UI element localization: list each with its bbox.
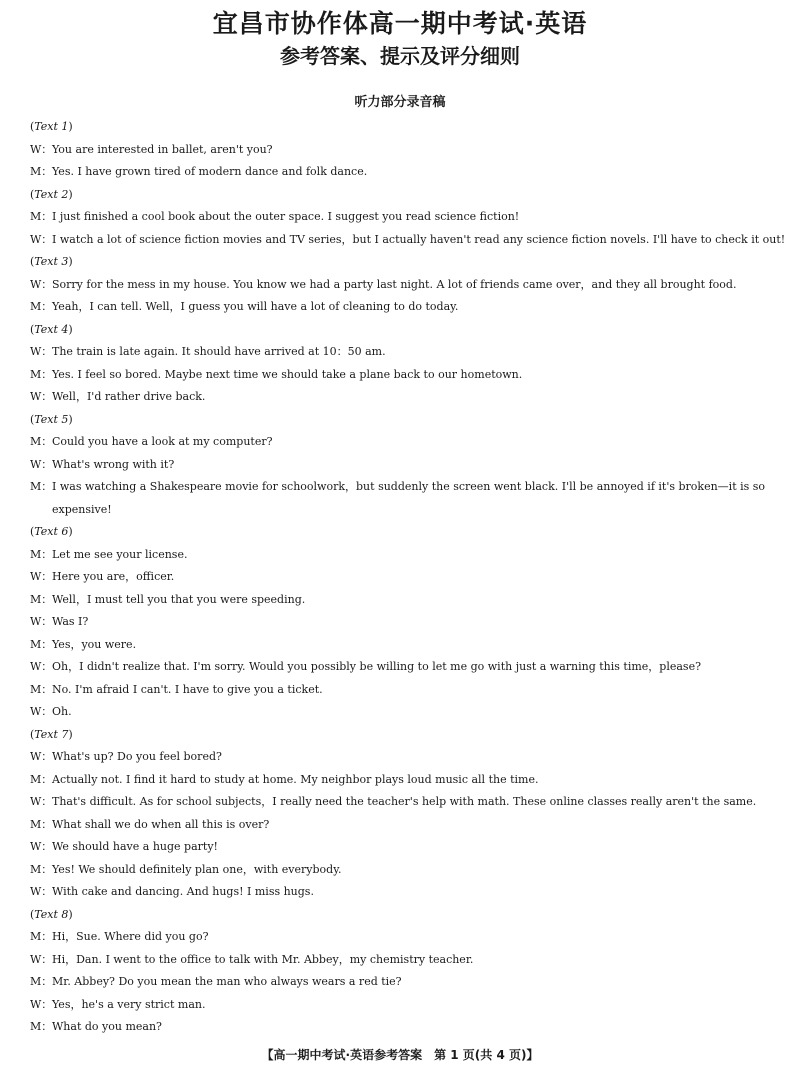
page-footer: 【高一期中考试·英语参考答案 第 1 页(共 4 页)】	[261, 1048, 539, 1062]
section-title: 听力部分录音稿	[354, 95, 446, 110]
speaker: M：	[30, 435, 53, 448]
utterance: Oh，I didn't realize that. I'm sorry. Would you possibly be willing to let me go with just a warning this time，please?	[52, 660, 701, 673]
speaker: W：	[30, 885, 53, 898]
dialog-line	[30, 341, 778, 364]
utterance: No. I'm afraid I can't. I have to give you a ticket.	[52, 682, 323, 696]
utterance: Well，I must tell you that you were speeding.	[52, 592, 306, 606]
text-label: (Text 1)	[30, 120, 73, 133]
speaker: M：	[30, 367, 53, 381]
dialog-line	[30, 701, 778, 724]
utterance: The train is late again. It should have arrived at 10：50 am.	[52, 345, 386, 358]
utterance: Here you are，officer.	[52, 570, 175, 583]
utterance: Yes. I feel so bored. Maybe next time we should take a plane back to our hometown.	[52, 367, 523, 381]
dialog-line	[30, 656, 778, 679]
text-label: (Text 2)	[30, 187, 73, 201]
dialog-line	[30, 589, 778, 612]
speaker: W：	[30, 952, 53, 966]
speaker: W：	[30, 840, 53, 853]
utterance: What's wrong with it?	[52, 457, 175, 471]
text-label-name: Text 8	[34, 907, 69, 921]
utterance: You are interested in ballet, aren't you?	[52, 142, 273, 156]
text-label: (Text 8)	[30, 907, 73, 921]
utterance: What shall we do when all this is over?	[52, 817, 270, 831]
speaker: W：	[30, 795, 53, 808]
dialog-line	[30, 679, 778, 702]
utterance: Mr. Abbey? Do you mean the man who always wears a red tie?	[52, 975, 402, 988]
dialog-line	[30, 836, 778, 859]
utterance: I just finished a cool book about the outer space. I suggest you read science fiction!	[52, 210, 520, 223]
utterance: That's difficult. As for school subjects，I really need the teacher's help with math. These online classes really aren't the same.	[52, 795, 757, 808]
text-label-name: Text 2	[34, 187, 69, 201]
utterance: We should have a huge party!	[52, 840, 218, 853]
speaker: W：	[30, 232, 53, 246]
speaker: W：	[30, 345, 53, 358]
utterance: Was I?	[52, 615, 89, 628]
text-label-name: Text 4	[34, 322, 69, 336]
speaker: M：	[30, 930, 53, 943]
speaker: M：	[30, 637, 53, 651]
utterance: With cake and dancing. And hugs! I miss hugs.	[52, 885, 314, 898]
dialog-line	[30, 746, 778, 769]
dialog-line	[30, 634, 778, 657]
utterance: Well，I'd rather drive back.	[52, 390, 206, 403]
dialog-line	[30, 971, 778, 994]
speaker: M：	[30, 862, 53, 876]
utterance: I watch a lot of science fiction movies and TV series，but I actually haven't read any science fiction novels. I'll have to check it out!	[52, 232, 786, 246]
utterance: What do you mean?	[52, 1020, 162, 1033]
document-subtitle: 参考答案、提示及评分细则	[280, 44, 520, 68]
speaker: W：	[30, 660, 53, 673]
dialog-line	[30, 364, 778, 387]
speaker: W：	[30, 142, 53, 156]
speaker: W：	[30, 997, 53, 1011]
speaker: M：	[30, 682, 53, 696]
utterance: Hi，Dan. I went to the office to talk with Mr. Abbey，my chemistry teacher.	[52, 952, 474, 966]
speaker: W：	[30, 457, 53, 471]
dialog-line	[30, 386, 778, 409]
utterance: Yes，you were.	[52, 637, 137, 651]
dialog-line	[30, 544, 778, 567]
speaker: M：	[30, 480, 53, 493]
dialog-line	[30, 296, 778, 319]
text-label: (Text 6)	[30, 525, 73, 538]
dialog-line	[30, 859, 778, 882]
utterance: Yeah，I can tell. Well，I guess you will have a lot of cleaning to do today.	[52, 300, 459, 313]
utterance: Could you have a look at my computer?	[52, 435, 273, 448]
speaker: M：	[30, 210, 53, 223]
dialog-line	[30, 881, 778, 904]
dialog-line	[30, 161, 778, 184]
speaker: W：	[30, 705, 53, 718]
speaker: W：	[30, 277, 53, 291]
dialog-line	[30, 566, 778, 589]
utterance: Oh.	[52, 705, 72, 718]
utterance: Yes! We should definitely plan one，with everybody.	[52, 862, 342, 876]
dialog-line	[30, 431, 778, 454]
text-label-name: Text 5	[34, 412, 69, 426]
utterance: Yes，he's a very strict man.	[52, 997, 206, 1011]
text-label-name: Text 6	[34, 525, 69, 538]
speaker: M：	[30, 1020, 53, 1033]
text-label-name: Text 3	[34, 255, 69, 268]
utterance: Sorry for the mess in my house. You know we had a party last night. A lot of friends came over，and they all brought food.	[52, 277, 737, 291]
speaker: W：	[30, 750, 53, 763]
dialog-line	[30, 949, 778, 972]
text-label: (Text 7)	[30, 727, 73, 741]
utterance: I was watching a Shakespeare movie for schoolwork，but suddenly the screen went black. I'll be annoyed if it's broken—it is so expensive!	[52, 480, 766, 516]
dialog-line	[30, 769, 778, 792]
text-label-name: Text 1	[34, 120, 69, 133]
speaker: M：	[30, 592, 53, 606]
dialog-line	[30, 926, 778, 949]
dialog-line	[30, 476, 778, 521]
speaker: M：	[30, 817, 53, 831]
utterance: Let me see your license.	[52, 547, 188, 561]
speaker: M：	[30, 300, 53, 313]
utterance: What's up? Do you feel bored?	[52, 750, 222, 763]
speaker: M：	[30, 772, 53, 786]
utterance: Hi，Sue. Where did you go?	[52, 930, 209, 943]
text-label-name: Text 7	[34, 727, 69, 741]
text-label: (Text 4)	[30, 322, 73, 336]
dialog-line	[30, 1016, 778, 1039]
speaker: M：	[30, 547, 53, 561]
dialog-line	[30, 229, 786, 252]
dialog-line	[30, 274, 778, 297]
transcript	[30, 116, 786, 1039]
dialog-line	[30, 206, 778, 229]
speaker: M：	[30, 165, 53, 178]
text-label: (Text 3)	[30, 255, 73, 268]
speaker: M：	[30, 975, 53, 988]
speaker: W：	[30, 390, 53, 403]
speaker: W：	[30, 615, 53, 628]
text-label: (Text 5)	[30, 412, 73, 426]
dialog-line	[30, 814, 778, 837]
dialog-line	[30, 994, 778, 1017]
dialog-line	[30, 791, 778, 814]
dialog-line	[30, 454, 778, 477]
document-title: 宜昌市协作体高一期中考试·英语	[212, 9, 588, 38]
dialog-line	[30, 139, 778, 162]
utterance: Yes. I have grown tired of modern dance and folk dance.	[52, 165, 368, 178]
dialog-line	[30, 611, 778, 634]
speaker: W：	[30, 570, 53, 583]
utterance: Actually not. I find it hard to study at home. My neighbor plays loud music all the time.	[52, 772, 539, 786]
